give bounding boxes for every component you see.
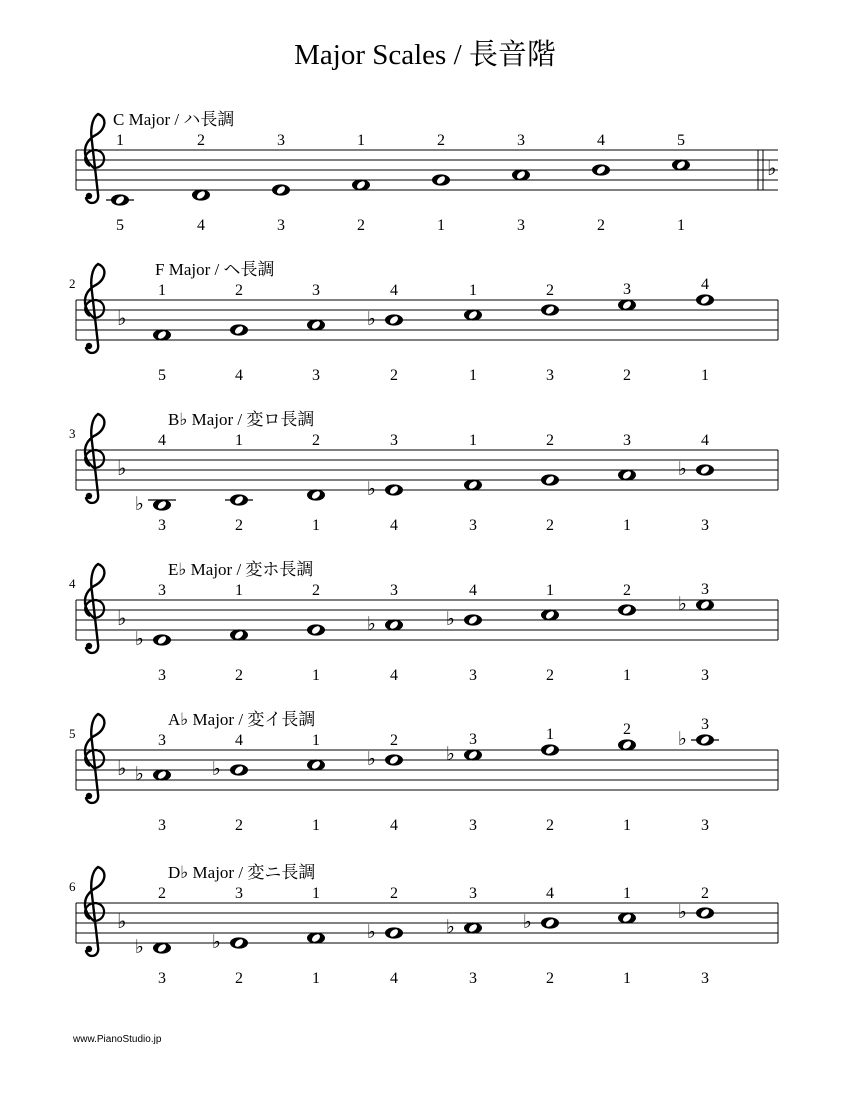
whole-note [385, 927, 403, 938]
right-hand-fingering: 1 [469, 282, 477, 299]
left-hand-fingering: 4 [197, 217, 205, 234]
whole-note [541, 744, 559, 755]
left-hand-fingering: 3 [312, 367, 320, 384]
systems [69, 110, 778, 987]
left-hand-fingering: 3 [158, 667, 166, 684]
left-hand-fingering: 2 [235, 817, 243, 834]
right-hand-fingering: 4 [390, 282, 398, 299]
scale-label: A♭ Major / 変イ長調 [168, 710, 316, 729]
whole-note [464, 479, 482, 490]
right-hand-fingering: 5 [677, 132, 685, 149]
left-hand-fingering: 4 [390, 817, 398, 834]
right-hand-fingering: 2 [623, 582, 631, 599]
left-hand-fingering: 3 [469, 817, 477, 834]
whole-note [153, 499, 171, 510]
scale-label: E♭ Major / 変ホ長調 [168, 560, 314, 579]
courtesy-flat-icon: ♭ [767, 156, 777, 180]
left-hand-fingering: 2 [623, 367, 631, 384]
right-hand-fingering: 2 [390, 732, 398, 749]
left-hand-fingering: 3 [469, 517, 477, 534]
whole-note [153, 942, 171, 953]
left-hand-fingering: 3 [158, 817, 166, 834]
right-hand-fingering: 3 [158, 732, 166, 749]
right-hand-fingering: 2 [312, 432, 320, 449]
right-hand-fingering: 3 [277, 132, 285, 149]
whole-note [464, 309, 482, 320]
page-title: Major Scales / 長音階 [294, 39, 556, 71]
left-hand-fingering: 4 [390, 667, 398, 684]
whole-note [464, 614, 482, 625]
right-hand-fingering: 2 [623, 721, 631, 738]
whole-note [618, 739, 636, 750]
left-hand-fingering: 2 [235, 970, 243, 987]
whole-note [385, 314, 403, 325]
whole-note [592, 164, 610, 175]
right-hand-fingering: 1 [116, 132, 124, 149]
right-hand-fingering: 3 [701, 716, 709, 733]
scale-label: D♭ Major / 変ニ長調 [168, 863, 316, 882]
right-hand-fingering: 4 [597, 132, 605, 149]
flat-accidental-icon: ♭ [135, 936, 144, 958]
left-hand-fingering: 1 [623, 667, 631, 684]
scale-label: F Major / ヘ長調 [155, 260, 275, 279]
left-hand-fingering: 1 [312, 817, 320, 834]
right-hand-fingering: 2 [546, 282, 554, 299]
whole-note [696, 294, 714, 305]
right-hand-fingering: 2 [437, 132, 445, 149]
whole-note [352, 179, 370, 190]
whole-note [307, 489, 325, 500]
flat-accidental-icon: ♭ [367, 748, 376, 770]
whole-note [307, 624, 325, 635]
right-hand-fingering: 1 [546, 582, 554, 599]
flat-accidental-icon: ♭ [367, 613, 376, 635]
flat-accidental-icon: ♭ [523, 911, 532, 933]
whole-note [230, 764, 248, 775]
left-hand-fingering: 3 [469, 970, 477, 987]
left-hand-fingering: 3 [517, 217, 525, 234]
whole-note [618, 912, 636, 923]
measure-number: 5 [69, 726, 76, 741]
left-hand-fingering: 3 [158, 970, 166, 987]
right-hand-fingering: 4 [469, 582, 477, 599]
key-signature-flat-icon: ♭ [117, 756, 127, 780]
whole-note [672, 159, 690, 170]
whole-note [192, 189, 210, 200]
left-hand-fingering: 3 [701, 817, 709, 834]
left-hand-fingering: 2 [390, 367, 398, 384]
flat-accidental-icon: ♭ [678, 728, 687, 750]
staff-system [69, 710, 778, 834]
left-hand-fingering: 2 [235, 667, 243, 684]
left-hand-fingering: 1 [469, 367, 477, 384]
whole-note [385, 619, 403, 630]
flat-accidental-icon: ♭ [678, 458, 687, 480]
whole-note [541, 304, 559, 315]
right-hand-fingering: 3 [469, 885, 477, 902]
right-hand-fingering: 1 [158, 282, 166, 299]
left-hand-fingering: 4 [390, 517, 398, 534]
right-hand-fingering: 3 [158, 582, 166, 599]
scale-label: C Major / ハ長調 [113, 110, 235, 129]
left-hand-fingering: 3 [158, 517, 166, 534]
whole-note [385, 484, 403, 495]
right-hand-fingering: 1 [623, 885, 631, 902]
measure-number: 6 [69, 879, 76, 894]
right-hand-fingering: 3 [312, 282, 320, 299]
flat-accidental-icon: ♭ [135, 628, 144, 650]
whole-note [541, 917, 559, 928]
right-hand-fingering: 3 [390, 582, 398, 599]
key-signature-flat-icon: ♭ [117, 606, 127, 630]
flat-accidental-icon: ♭ [446, 608, 455, 630]
flat-accidental-icon: ♭ [678, 593, 687, 615]
whole-note [618, 299, 636, 310]
whole-note [272, 184, 290, 195]
left-hand-fingering: 1 [701, 367, 709, 384]
left-hand-fingering: 2 [235, 517, 243, 534]
right-hand-fingering: 3 [701, 581, 709, 598]
left-hand-fingering: 2 [546, 667, 554, 684]
whole-note [307, 759, 325, 770]
right-hand-fingering: 1 [235, 432, 243, 449]
key-signature-flat-icon: ♭ [117, 456, 127, 480]
right-hand-fingering: 2 [158, 885, 166, 902]
left-hand-fingering: 3 [277, 217, 285, 234]
right-hand-fingering: 2 [312, 582, 320, 599]
flat-accidental-icon: ♭ [212, 758, 221, 780]
left-hand-fingering: 2 [546, 817, 554, 834]
left-hand-fingering: 5 [116, 217, 124, 234]
right-hand-fingering: 1 [312, 885, 320, 902]
whole-note [541, 474, 559, 485]
flat-accidental-icon: ♭ [135, 493, 144, 515]
right-hand-fingering: 2 [390, 885, 398, 902]
whole-note [618, 469, 636, 480]
flat-accidental-icon: ♭ [135, 763, 144, 785]
left-hand-fingering: 1 [312, 667, 320, 684]
right-hand-fingering: 3 [623, 281, 631, 298]
whole-note [541, 609, 559, 620]
left-hand-fingering: 3 [701, 667, 709, 684]
right-hand-fingering: 1 [546, 726, 554, 743]
whole-note [307, 932, 325, 943]
whole-note [230, 324, 248, 335]
staff-system [69, 260, 778, 384]
staff-system [69, 410, 778, 534]
left-hand-fingering: 1 [437, 217, 445, 234]
left-hand-fingering: 1 [623, 517, 631, 534]
whole-note [618, 604, 636, 615]
right-hand-fingering: 1 [235, 582, 243, 599]
left-hand-fingering: 2 [546, 517, 554, 534]
left-hand-fingering: 2 [357, 217, 365, 234]
left-hand-fingering: 1 [677, 217, 685, 234]
staff-system [69, 863, 778, 987]
left-hand-fingering: 2 [597, 217, 605, 234]
right-hand-fingering: 4 [546, 885, 554, 902]
whole-note [230, 494, 248, 505]
right-hand-fingering: 4 [701, 276, 709, 293]
right-hand-fingering: 4 [235, 732, 243, 749]
whole-note [464, 749, 482, 760]
left-hand-fingering: 4 [235, 367, 243, 384]
whole-note [696, 734, 714, 745]
right-hand-fingering: 3 [469, 731, 477, 748]
left-hand-fingering: 3 [546, 367, 554, 384]
measure-number: 4 [69, 576, 76, 591]
flat-accidental-icon: ♭ [367, 308, 376, 330]
left-hand-fingering: 1 [312, 517, 320, 534]
flat-accidental-icon: ♭ [446, 743, 455, 765]
right-hand-fingering: 1 [357, 132, 365, 149]
flat-accidental-icon: ♭ [678, 901, 687, 923]
flat-accidental-icon: ♭ [367, 921, 376, 943]
left-hand-fingering: 1 [623, 817, 631, 834]
whole-note [230, 937, 248, 948]
left-hand-fingering: 1 [623, 970, 631, 987]
left-hand-fingering: 4 [390, 970, 398, 987]
whole-note [153, 329, 171, 340]
measure-number: 3 [69, 426, 76, 441]
measure-number: 2 [69, 276, 76, 291]
right-hand-fingering: 4 [701, 432, 709, 449]
right-hand-fingering: 2 [546, 432, 554, 449]
right-hand-fingering: 3 [623, 432, 631, 449]
right-hand-fingering: 3 [517, 132, 525, 149]
right-hand-fingering: 2 [197, 132, 205, 149]
left-hand-fingering: 2 [546, 970, 554, 987]
left-hand-fingering: 5 [158, 367, 166, 384]
right-hand-fingering: 3 [235, 885, 243, 902]
whole-note [696, 907, 714, 918]
right-hand-fingering: 2 [235, 282, 243, 299]
whole-note [464, 922, 482, 933]
left-hand-fingering: 3 [701, 517, 709, 534]
whole-note [153, 634, 171, 645]
right-hand-fingering: 2 [701, 885, 709, 902]
whole-note [512, 169, 530, 180]
whole-note [696, 599, 714, 610]
right-hand-fingering: 1 [312, 732, 320, 749]
flat-accidental-icon: ♭ [212, 931, 221, 953]
right-hand-fingering: 3 [390, 432, 398, 449]
flat-accidental-icon: ♭ [367, 478, 376, 500]
left-hand-fingering: 3 [469, 667, 477, 684]
left-hand-fingering: 1 [312, 970, 320, 987]
whole-note [153, 769, 171, 780]
key-signature-flat-icon: ♭ [117, 909, 127, 933]
whole-note [432, 174, 450, 185]
staff-system [69, 560, 778, 684]
scale-label: B♭ Major / 変ロ長調 [168, 410, 315, 429]
whole-note [307, 319, 325, 330]
whole-note [230, 629, 248, 640]
right-hand-fingering: 1 [469, 432, 477, 449]
whole-note [385, 754, 403, 765]
staff-system [76, 110, 778, 234]
footer-url: www.PianoStudio.jp [73, 1034, 162, 1045]
whole-note [111, 194, 129, 205]
flat-accidental-icon: ♭ [446, 916, 455, 938]
right-hand-fingering: 4 [158, 432, 166, 449]
whole-note [696, 464, 714, 475]
key-signature-flat-icon: ♭ [117, 306, 127, 330]
left-hand-fingering: 3 [701, 970, 709, 987]
